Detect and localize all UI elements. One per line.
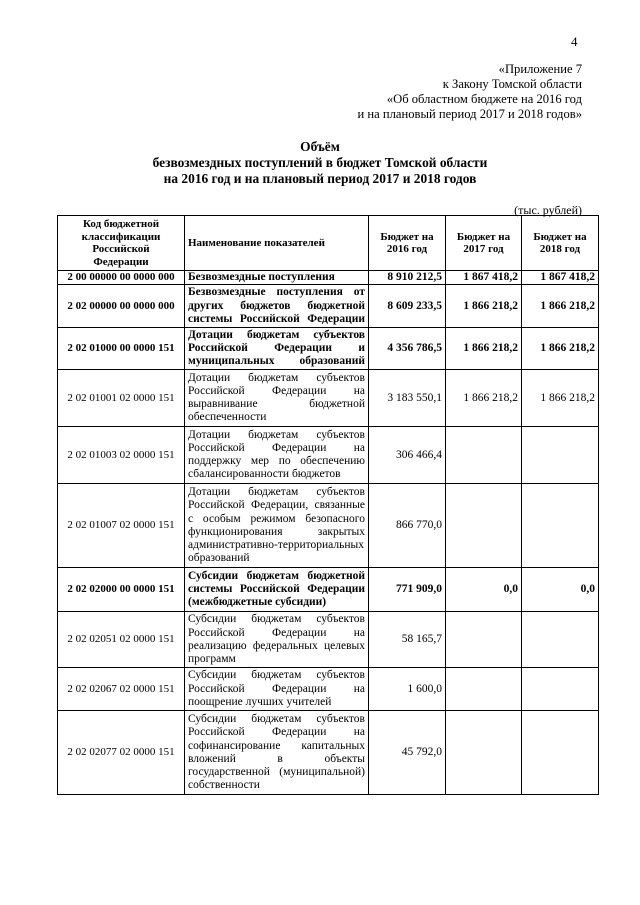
table-row <box>58 568 599 612</box>
row-name: Дотации бюджетам субъектов Российской Федерации и муниципальных образований <box>185 328 369 370</box>
row-budget-2016: 58 165,7 <box>369 612 446 668</box>
row-code: 2 02 00000 00 0000 000 <box>58 285 185 328</box>
row-name: Субсидии бюджетам субъектов Российской Федерации на софинансирование капитальных вложений в объекты государственной (муниципальной) собственности <box>185 711 369 795</box>
row-budget-2017 <box>446 427 522 484</box>
row-name: Безвозмездные поступления от других бюджетов бюджетной системы Российской Федерации <box>185 285 369 328</box>
appendix-line: и на плановый период 2017 и 2018 годов» <box>357 107 582 121</box>
row-budget-2018 <box>522 427 599 484</box>
row-budget-2018 <box>522 484 599 568</box>
header-code: Код бюджетной классификации Российской Федерации <box>58 216 185 271</box>
row-code: 2 02 02077 02 0000 151 <box>58 711 185 795</box>
row-name: Дотации бюджетам субъектов Российской Федерации, связанные с особым режимом безопасного функционирования закрытых административно-территориальных образований <box>185 484 369 568</box>
appendix-line: «Приложение 7 <box>498 62 582 76</box>
row-budget-2016: 1 600,0 <box>369 668 446 711</box>
row-code: 2 02 01003 02 0000 151 <box>58 427 185 484</box>
table-row <box>58 271 599 285</box>
appendix-line: «Об областном бюджете на 2016 год <box>386 92 582 106</box>
row-budget-2018: 1 866 218,2 <box>522 328 599 370</box>
row-budget-2018 <box>522 668 599 711</box>
header-budget-2017: Бюджет на 2017 год <box>446 216 522 271</box>
title-line: безвозмездных поступлений в бюджет Томской области <box>152 155 488 170</box>
row-budget-2017: 1 866 218,2 <box>446 328 522 370</box>
table-row <box>58 711 599 795</box>
row-budget-2018: 1 866 218,2 <box>522 370 599 427</box>
row-budget-2016: 8 609 233,5 <box>369 285 446 328</box>
row-code: 2 02 02000 00 0000 151 <box>58 568 185 612</box>
row-budget-2017 <box>446 484 522 568</box>
appendix-line: к Закону Томской области <box>442 77 582 91</box>
row-budget-2016: 306 466,4 <box>369 427 446 484</box>
row-code: 2 02 01000 00 0000 151 <box>58 328 185 370</box>
table-row <box>58 427 599 484</box>
page-number: 4 <box>571 34 578 49</box>
row-budget-2018: 1 867 418,2 <box>522 271 599 285</box>
title-line: на 2016 год и на плановый период 2017 и 2018 годов <box>163 171 477 186</box>
row-budget-2018 <box>522 711 599 795</box>
row-name: Дотации бюджетам субъектов Российской Федерации на выравнивание бюджетной обеспеченности <box>185 370 369 427</box>
table-row <box>58 285 599 328</box>
row-budget-2017 <box>446 711 522 795</box>
row-budget-2017 <box>446 612 522 668</box>
row-budget-2016: 771 909,0 <box>369 568 446 612</box>
row-budget-2018: 0,0 <box>522 568 599 612</box>
row-name: Субсидии бюджетам субъектов Российской Федерации на поощрение лучших учителей <box>185 668 369 711</box>
table-row <box>58 668 599 711</box>
table-row <box>58 484 599 568</box>
row-budget-2016: 8 910 212,5 <box>369 271 446 285</box>
title-line: Объём <box>300 139 340 154</box>
header-budget-2018: Бюджет на 2018 год <box>522 216 599 271</box>
row-budget-2016: 866 770,0 <box>369 484 446 568</box>
document-title <box>0 139 640 187</box>
row-code: 2 02 02067 02 0000 151 <box>58 668 185 711</box>
row-budget-2018 <box>522 612 599 668</box>
table-row <box>58 612 599 668</box>
header-name: Наименование показателей <box>185 216 369 271</box>
row-budget-2016: 3 183 550,1 <box>369 370 446 427</box>
row-budget-2016: 4 356 786,5 <box>369 328 446 370</box>
header-budget-2016: Бюджет на 2016 год <box>369 216 446 271</box>
row-name: Дотации бюджетам субъектов Российской Федерации на поддержку мер по обеспечению сбалансированности бюджетов <box>185 427 369 484</box>
row-budget-2017: 1 866 218,2 <box>446 285 522 328</box>
row-code: 2 02 01007 02 0000 151 <box>58 484 185 568</box>
appendix-reference <box>358 62 582 122</box>
row-budget-2016: 45 792,0 <box>369 711 446 795</box>
row-name: Субсидии бюджетам субъектов Российской Федерации на реализацию федеральных целевых программ <box>185 612 369 668</box>
table-row <box>58 328 599 370</box>
row-code: 2 02 02051 02 0000 151 <box>58 612 185 668</box>
row-budget-2017: 0,0 <box>446 568 522 612</box>
table-row <box>58 370 599 427</box>
units-note: (тыс. рублей) <box>514 203 582 217</box>
row-budget-2017 <box>446 668 522 711</box>
row-code: 2 02 01001 02 0000 151 <box>58 370 185 427</box>
table-header-row <box>58 216 599 271</box>
row-budget-2017: 1 867 418,2 <box>446 271 522 285</box>
row-budget-2018: 1 866 218,2 <box>522 285 599 328</box>
row-name: Субсидии бюджетам бюджетной системы Российской Федерации (межбюджетные субсидии) <box>185 568 369 612</box>
row-code: 2 00 00000 00 0000 000 <box>58 271 185 285</box>
budget-table <box>57 215 599 795</box>
row-name: Безвозмездные поступления <box>185 271 369 285</box>
row-budget-2017: 1 866 218,2 <box>446 370 522 427</box>
